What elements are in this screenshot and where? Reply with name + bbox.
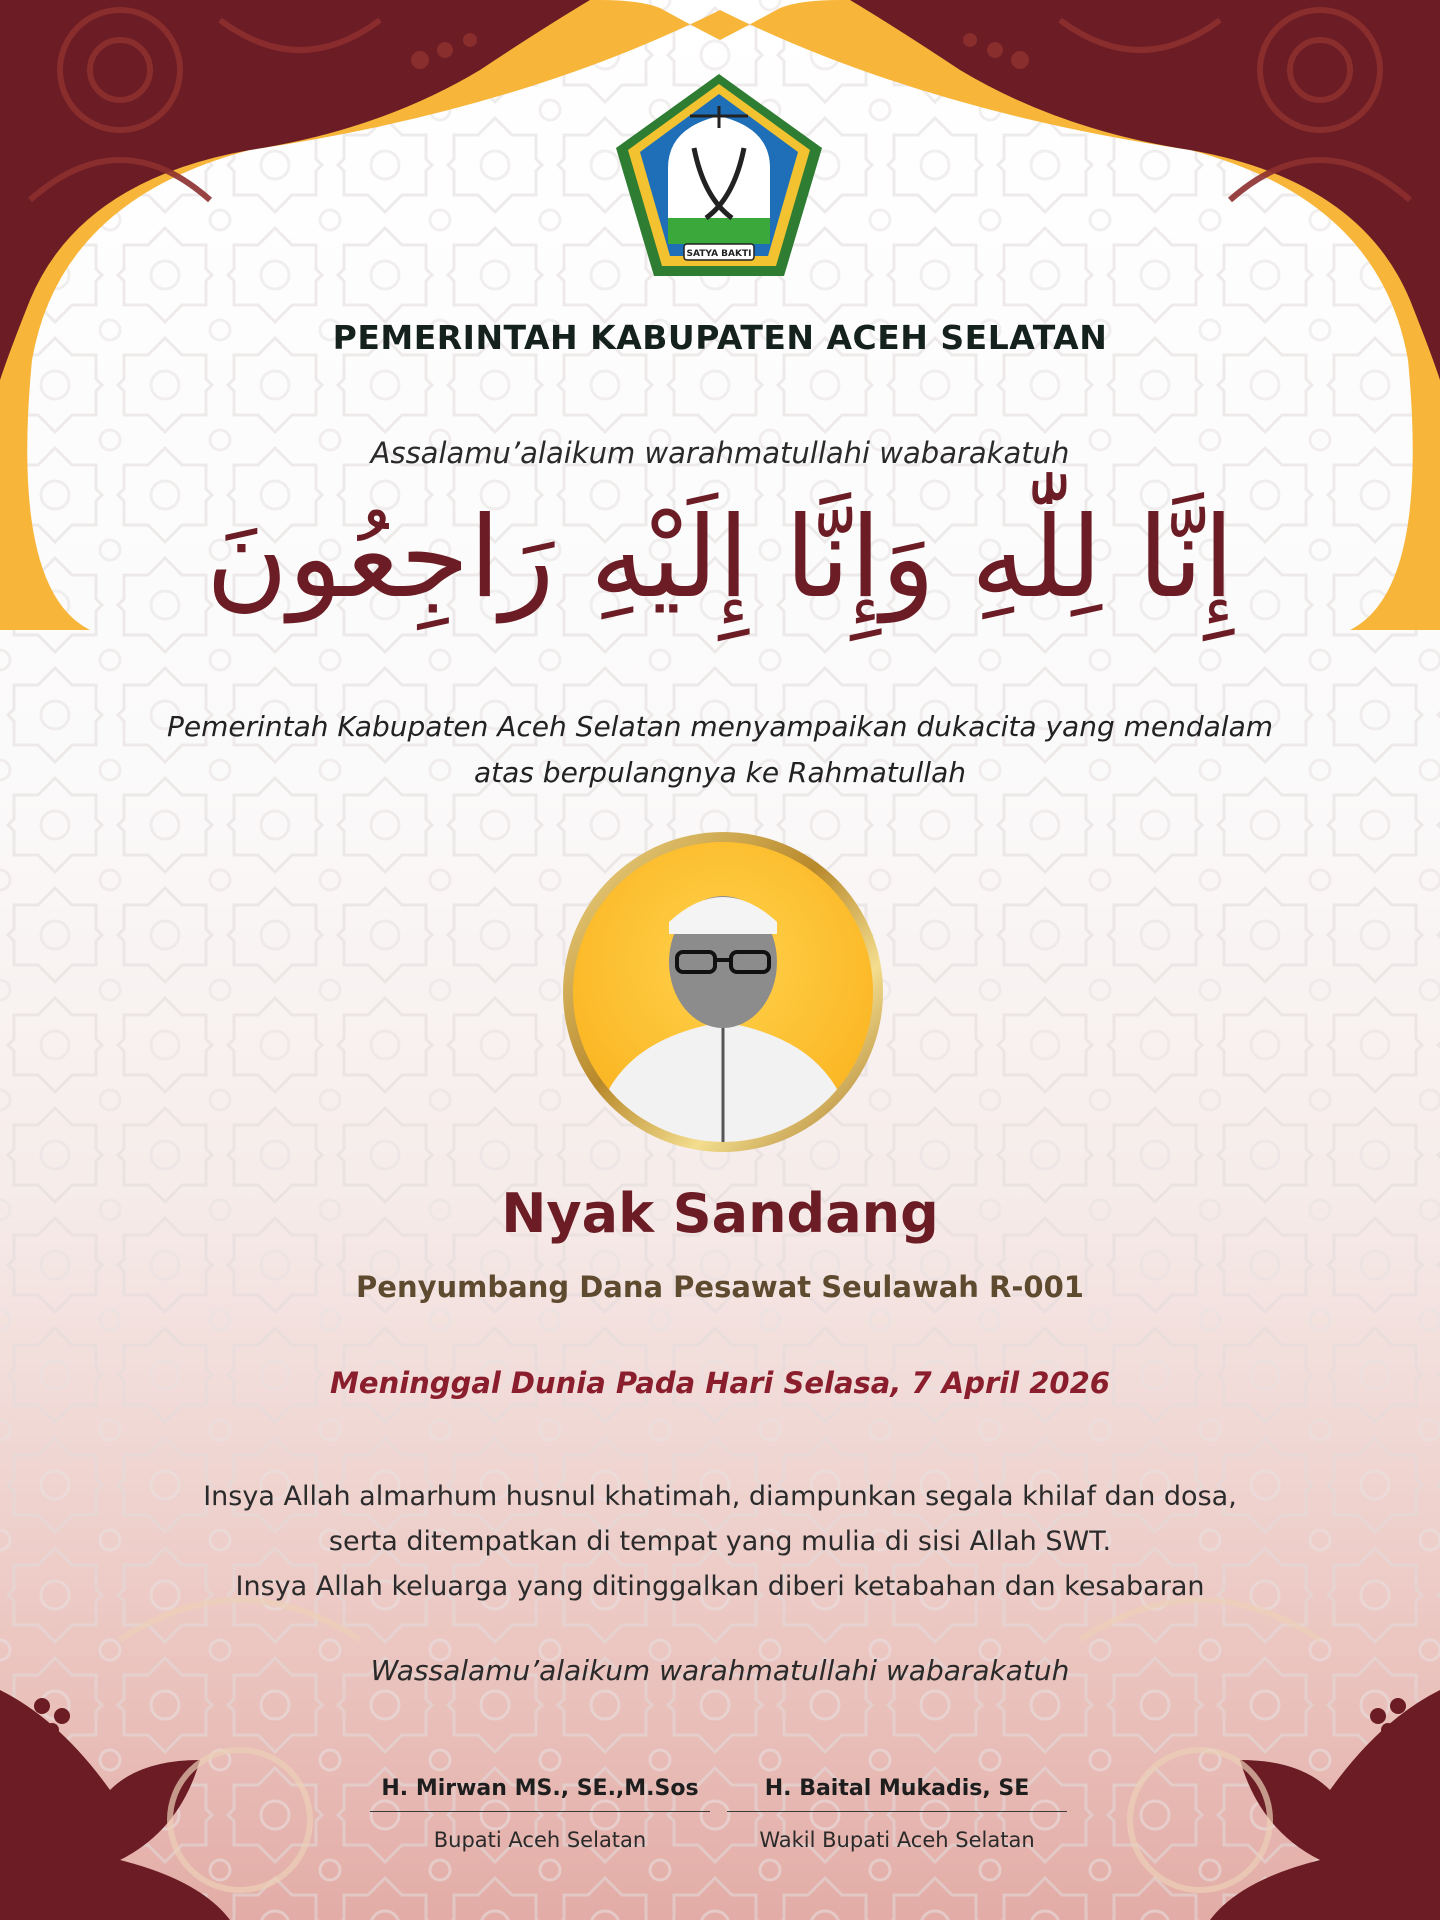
signatory-title: Wakil Bupati Aceh Selatan <box>759 1828 1035 1852</box>
signatory-vice-regent <box>727 1776 1067 1852</box>
portrait-photo <box>573 842 873 1142</box>
deceased-name: Nyak Sandang <box>501 1182 939 1245</box>
condolence-line-1: Pemerintah Kabupaten Aceh Selatan menyampaikan dukacita yang mendalam <box>166 710 1274 743</box>
prayer-line-1: Insya Allah almarhum husnul khatimah, diampunkan segala khilaf dan dosa, <box>203 1481 1237 1512</box>
deceased-role: Penyumbang Dana Pesawat Seulawah R-001 <box>356 1270 1084 1304</box>
signatory-name: H. Baital Mukadis, SE <box>727 1776 1067 1812</box>
portrait-frame <box>563 832 883 1152</box>
death-notice: Meninggal Dunia Pada Hari Selasa, 7 April 2026 <box>330 1366 1110 1400</box>
prayer-line-3: Insya Allah keluarga yang ditinggalkan diberi ketabahan dan kesabaran <box>235 1571 1205 1602</box>
condolence-message <box>0 704 1440 796</box>
government-title: PEMERINTAH KABUPATEN ACEH SELATAN <box>332 318 1108 357</box>
prayer-line-2: serta ditempatkan di tempat yang mulia di sisi Allah SWT. <box>328 1526 1112 1557</box>
condolence-line-2: atas berpulangnya ke Rahmatullah <box>474 756 966 789</box>
signatory-name: H. Mirwan MS., SE.,M.Sos <box>370 1776 710 1812</box>
signatory-title: Bupati Aceh Selatan <box>433 1828 647 1852</box>
signatory-regent <box>370 1776 710 1852</box>
arabic-inna-lillahi: إِنَّا لِلّٰهِ وَإِنَّا إِلَيْهِ رَاجِعُونَ <box>205 493 1235 623</box>
opening-greeting: Assalamu’alaikum warahmatullahi wabarakatuh <box>370 436 1070 470</box>
closing-greeting: Wassalamu’alaikum warahmatullahi wabarakatuh <box>370 1654 1070 1687</box>
svg-text:SATYA BAKTI: SATYA BAKTI <box>686 249 752 259</box>
prayer-message <box>0 1474 1440 1609</box>
